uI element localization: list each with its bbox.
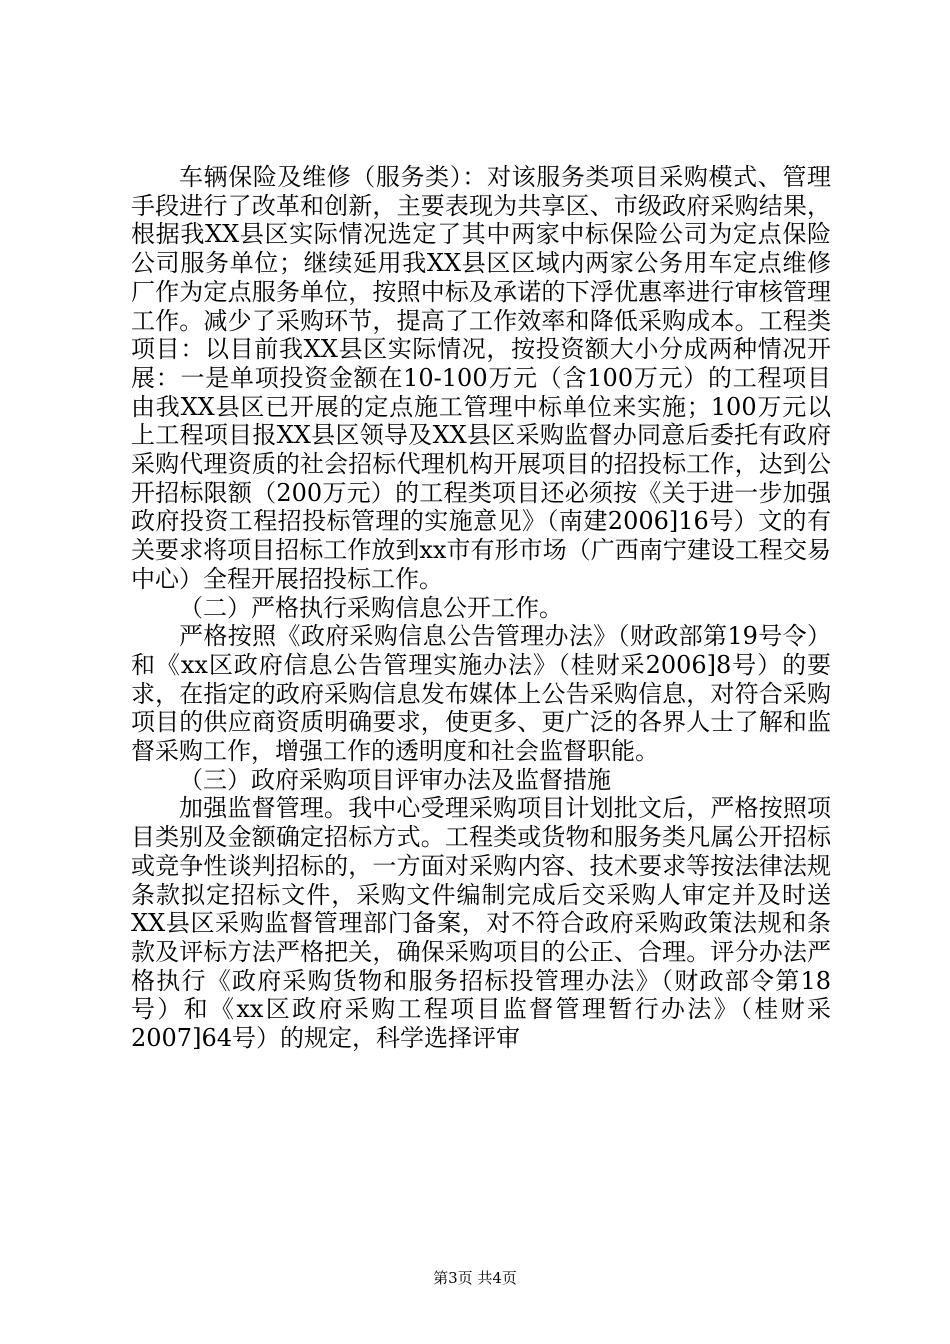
page-number-footer: 第3页 共4页: [433, 1269, 517, 1287]
heading-section-2: （二）严格执行采购信息公开工作。: [179, 593, 563, 622]
paragraph-supervision: 加强监督管理。我中心受理采购项目计划批文后，严格按照项目类别及金额确定招标方式。工程类或货物和服务类凡属公开招标或竞争性谈判招标的，一方面对采购内容、技术要求等按法律法规条款拟定招标文件，采购文件编制完成后交采购人审定并及时送XX县区采购监督管理部门备案，对不符合政府采购政策法规和条款及评标方法严格把关，确保采购项目的公正、合理。评分办法严格执行《政府采购货物和服务招标投管理办法》（财政部令第18号）和《xx区政府采购工程项目监督管理暂行办法》（桂财采2007]64号）的规定，科学选择评审: [131, 794, 831, 1053]
heading-section-3: （三）政府采购项目评审办法及监督措施: [179, 765, 611, 794]
paragraph-info-disclosure: 严格按照《政府采购信息公告管理办法》（财政部第19号令）和《xx区政府信息公告管理实施办法》（桂财采2006]8号）的要求，在指定的政府采购信息发布媒体上公告采购信息，对符合采购项目的供应商资质明确要求，使更多、更广泛的各界人士了解和监督采购工作，增强工作的透明度和社会监督职能。: [131, 622, 831, 766]
document-body: [131, 163, 831, 1053]
paragraph-vehicle-insurance: 车辆保险及维修（服务类）：对该服务类项目采购模式、管理手段进行了改革和创新，主要表现为共享区、市级政府采购结果，根据我XX县区实际情况选定了其中两家中标保险公司为定点保险公司服务单位；继续延用我XX县区区域内两家公务用车定点维修厂作为定点服务单位，按照中标及承诺的下浮优惠率进行审核管理工作。减少了采购环节，提高了工作效率和降低采购成本。工程类项目：以目前我XX县区实际情况，按投资额大小分成两种情况开展：一是单项投资金额在10-100万元（含100万元）的工程项目由我XX县区已开展的定点施工管理中标单位来实施；100万元以上工程项目报XX县区领导及XX县区采购监督办同意后委托有政府采购代理资质的社会招标代理机构开展项目的招投标工作，达到公开招标限额（200万元）的工程类项目还必须按《关于进一步加强政府投资工程招投标管理的实施意见》（南建2006]16号）文的有关要求将项目招标工作放到xx市有形市场（广西南宁建设工程交易中心）全程开展招投标工作。: [131, 163, 831, 593]
